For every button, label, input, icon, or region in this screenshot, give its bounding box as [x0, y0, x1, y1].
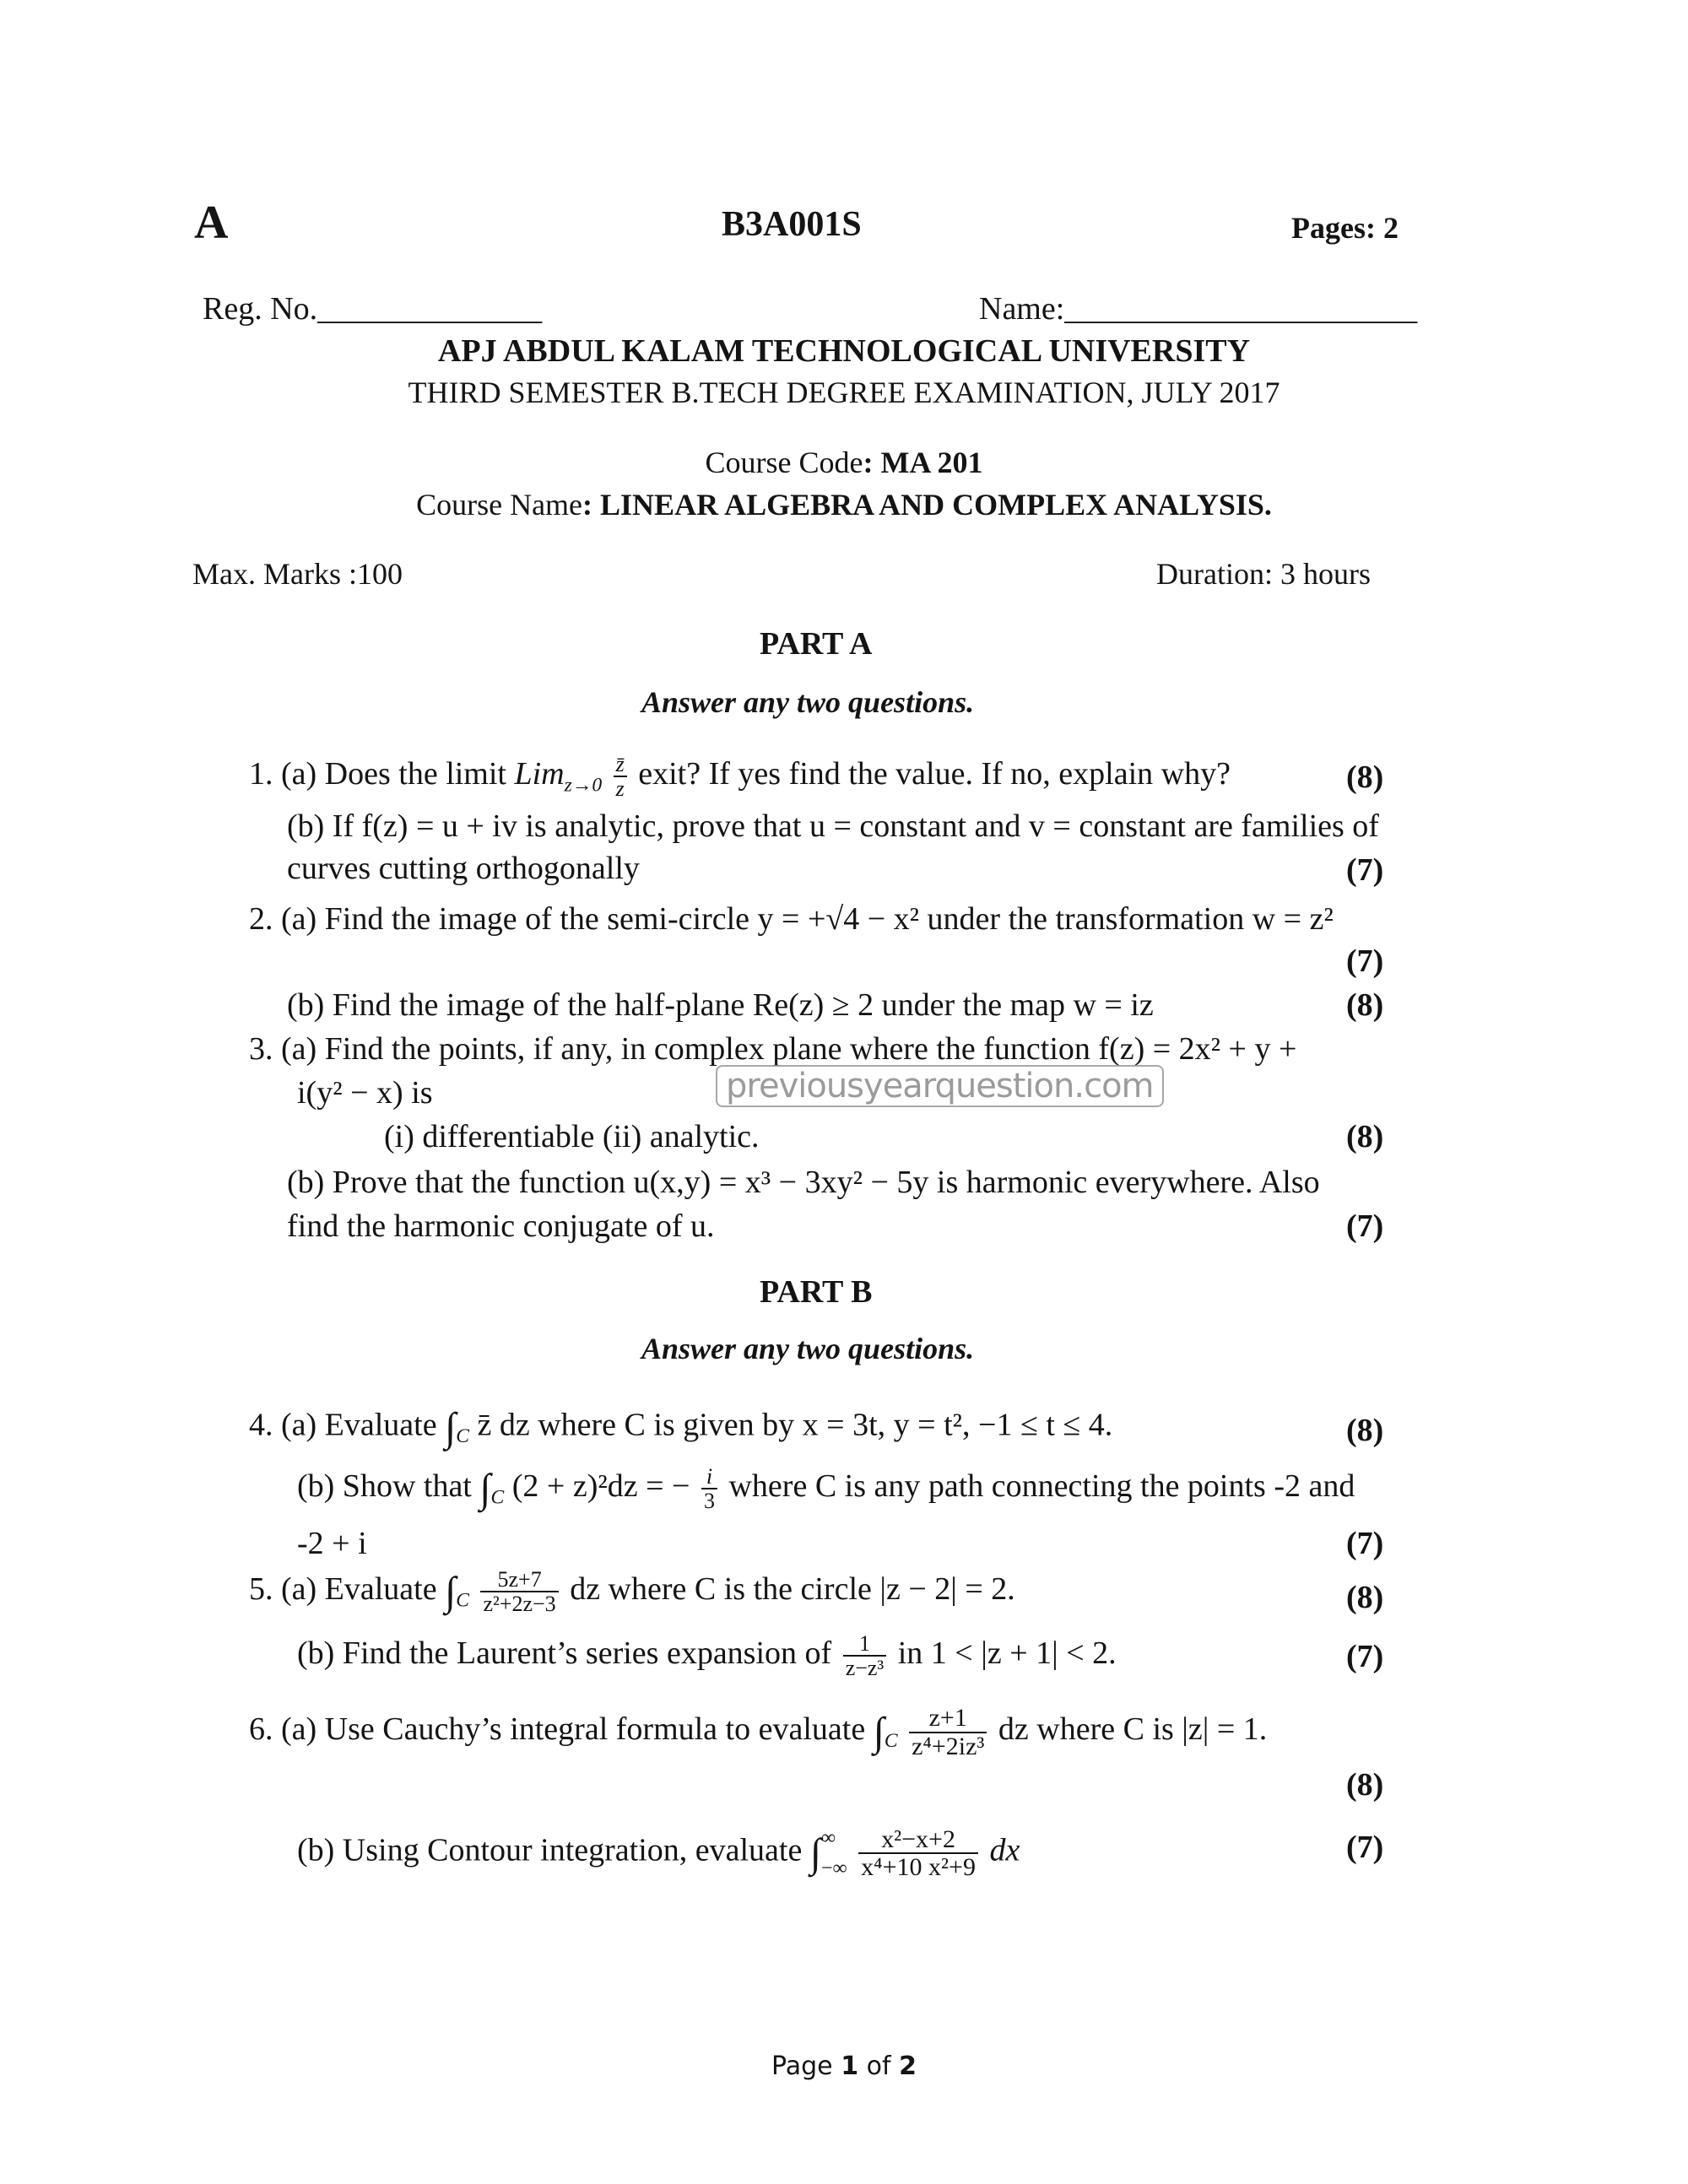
- marks-4a: (8): [1346, 1413, 1384, 1448]
- duration: Duration: 3 hours: [1156, 557, 1371, 591]
- set-label: A: [194, 197, 229, 249]
- course-code-label: Course Code: [705, 446, 863, 479]
- question-5b: (b) Find the Laurent’s series expansion of $\frac{1}{\text{z−z³}}$ in 1 < |z + 1| < 2.: [297, 1631, 1117, 1681]
- reg-no-field: Reg. No.______________: [203, 291, 543, 327]
- marks-6b: (7): [1346, 1830, 1384, 1865]
- integral-sign: ∫: [479, 1466, 491, 1511]
- question-2b: (b) Find the image of the half-plane Re(z) ≥ 2 under the map w = iz: [287, 987, 1154, 1023]
- integral-sign: ∫: [809, 1830, 822, 1876]
- fraction: $\frac{\text{x²−x+2}}{\text{x⁴+10 x²+9}}$: [858, 1826, 978, 1881]
- course-name: [0, 488, 1688, 522]
- part-a-heading: PART A: [760, 626, 873, 662]
- integral-sign: ∫: [873, 1709, 885, 1754]
- question-6a: 6. (a) Use Cauchy’s integral formula to evaluate $\int_C$ $\frac{z+1}{\text{z⁴+2iz³}}$ dz where C is |z| = 1.: [249, 1704, 1268, 1760]
- page-count: Pages: 2: [1291, 211, 1399, 245]
- marks-5a: (8): [1346, 1580, 1384, 1615]
- question-3b-cont: find the harmonic conjugate of u.: [287, 1208, 715, 1244]
- course-name-value: : LINEAR ALGEBRA AND COMPLEX ANALYSIS.: [582, 488, 1272, 522]
- question-4b-cont: -2 + i: [297, 1526, 367, 1561]
- fraction: $\frac{1}{\text{z−z³}}$: [843, 1632, 887, 1680]
- part-b-instruction: Answer any two questions.: [641, 1332, 975, 1365]
- marks-6a: (8): [1346, 1767, 1384, 1803]
- university-name: APJ ABDUL KALAM TECHNOLOGICAL UNIVERSITY: [437, 333, 1251, 369]
- question-1b: (b) If f(z) = u + iv is analytic, prove that u = constant and v = constant are families of: [287, 808, 1379, 844]
- exam-title: THIRD SEMESTER B.TECH DEGREE EXAMINATION, JULY 2017: [408, 376, 1280, 409]
- fraction: $\frac{z+1}{\text{z⁴+2iz³}}$: [909, 1705, 987, 1760]
- part-a-instruction: Answer any two questions.: [641, 685, 975, 719]
- fraction: $\frac{i}{3}$: [701, 1465, 717, 1513]
- question-5a: 5. (a) Evaluate $\int_C$ $\frac{5z+7}{\text{z²+2z−3}}$ dz where C is the circle |z − 2| = 2.: [249, 1567, 1015, 1617]
- question-6b: (b) Using Contour integration, evaluate ∫ ∞ −∞ $\frac{\text{x²−x+2}}{\text{x⁴+10 x²+9}}$ dx: [297, 1825, 1020, 1881]
- marks-5b: (7): [1346, 1639, 1384, 1674]
- part-b-heading: PART B: [760, 1274, 873, 1310]
- max-marks: Max. Marks :100: [192, 557, 403, 591]
- marks-3b: (7): [1346, 1208, 1384, 1244]
- question-3b: (b) Prove that the function u(x,y) = x³ − 3xy² − 5y is harmonic everywhere. Also: [287, 1165, 1320, 1200]
- page-footer: Page 1 of 2: [771, 2052, 917, 2081]
- course-code: [0, 446, 1688, 480]
- course-name-label: Course Name: [416, 488, 583, 522]
- question-3a-cont: i(y² − x) is: [297, 1075, 433, 1111]
- marks-2a: (7): [1346, 943, 1384, 979]
- question-1a: 1. (a) Does the limit Lim$_{z\to 0}$ $\frac{z̄}{z}$ exit? If yes find the value. If no, explain why?: [249, 752, 1231, 802]
- question-4a: 4. (a) Evaluate $\int_C$ z̄ dz where C is given by x = 3t, y = t², −1 ≤ t ≤ 4.: [249, 1405, 1113, 1450]
- question-4b: (b) Show that $\int_C$ (2 + z)²dz = − $\frac{i}{3}$ where C is any path connecting the points -2 and: [297, 1464, 1355, 1514]
- marks-2b: (8): [1346, 987, 1384, 1023]
- marks-1a: (8): [1346, 760, 1384, 795]
- question-3a: 3. (a) Find the points, if any, in complex plane where the function f(z) = 2x² + y +: [249, 1031, 1297, 1067]
- integral-sign: ∫: [445, 1569, 457, 1614]
- watermark: previousyearquestion.com: [716, 1065, 1164, 1107]
- name-field: Name:______________________: [979, 291, 1418, 327]
- fraction: $\frac{z̄}{z}$: [614, 753, 627, 801]
- paper-code: B3A001S: [722, 205, 862, 244]
- marks-1b: (7): [1346, 852, 1384, 888]
- question-3a-parts: (i) differentiable (ii) analytic.: [384, 1119, 760, 1154]
- question-1b-cont: curves cutting orthogonally: [287, 851, 640, 886]
- course-code-value: : MA 201: [863, 446, 983, 479]
- question-2a: 2. (a) Find the image of the semi-circle y = +√4 − x² under the transformation w = z²: [249, 901, 1334, 937]
- fraction: $\frac{5z+7}{\text{z²+2z−3}}$: [480, 1568, 558, 1616]
- marks-4b: (7): [1346, 1526, 1384, 1561]
- integral-sign: ∫: [445, 1405, 457, 1450]
- marks-3a: (8): [1346, 1119, 1384, 1154]
